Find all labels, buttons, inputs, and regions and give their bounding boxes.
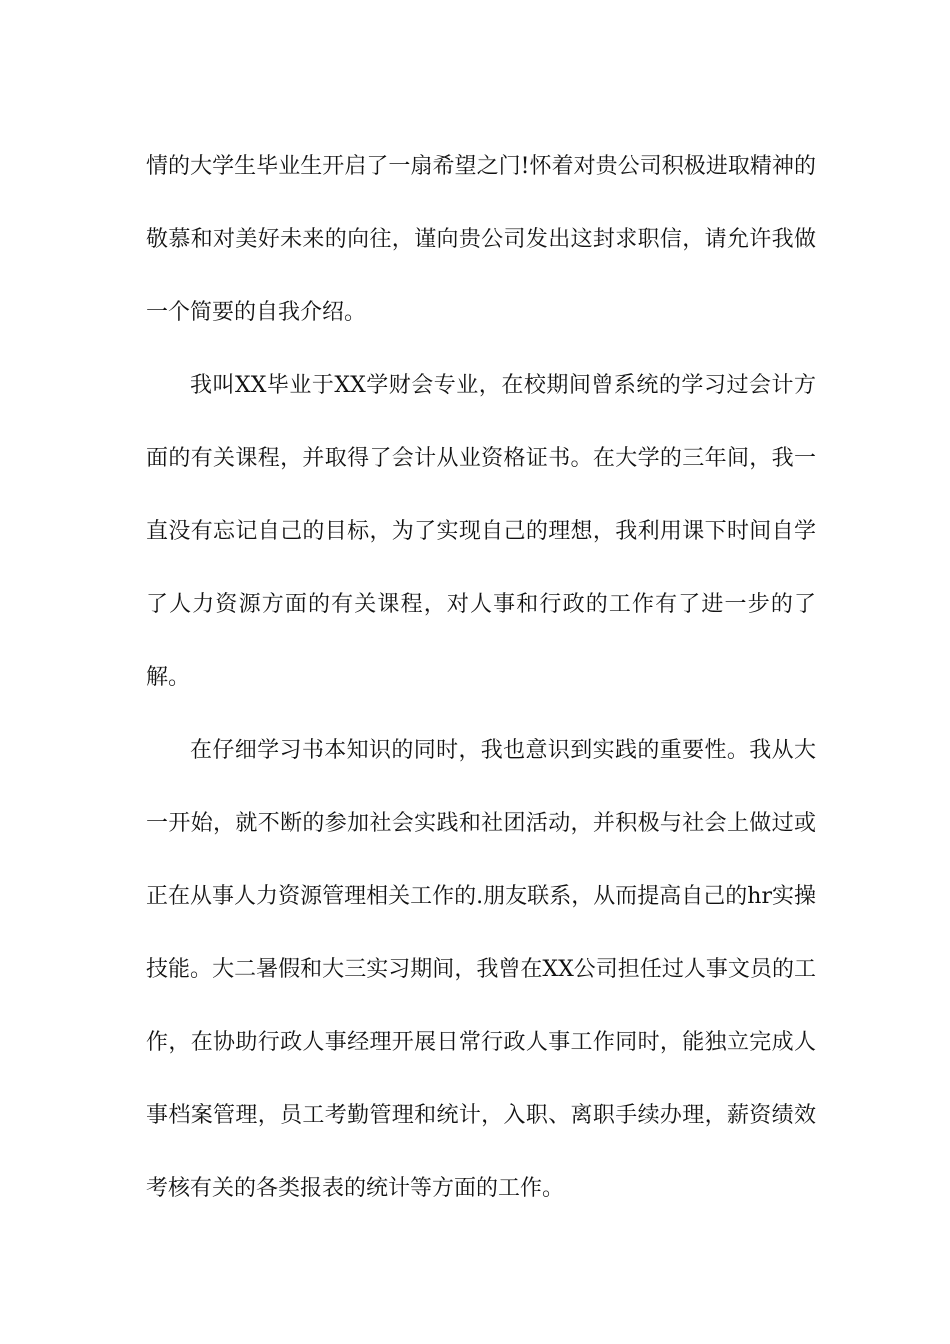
- paragraph-1: 情的大学生毕业生开启了一扇希望之门!怀着对贵公司积极进取精神的敬慕和对美好未来的向往，谨向贵公司发出这封求职信，请允许我做一个简要的自我介绍。: [146, 154, 816, 325]
- letter-body: [146, 130, 816, 1225]
- paragraph-2: 我叫XX毕业于XX学财会专业，在校期间曾系统的学习过会计方面的有关课程，并取得了会计从业资格证书。在大学的三年间，我一直没有忘记自己的目标，为了实现自己的理想，我利用课下时间自学了人力资源方面的有关课程，对人事和行政的工作有了进一步的了解。: [146, 373, 816, 690]
- paragraph-3: 在仔细学习书本知识的同时，我也意识到实践的重要性。我从大一开始，就不断的参加社会实践和社团活动，并积极与社会上做过或正在从事人力资源管理相关工作的.朋友联系，从而提高自己的hr实操技能。大二暑假和大三实习期间，我曾在XX公司担任过人事文员的工作，在协助行政人事经理开展日常行政人事工作同时，能独立完成人事档案管理，员工考勤管理和统计，入职、离职手续办理，薪资绩效考核有关的各类报表的统计等方面的工作。: [146, 738, 816, 1201]
